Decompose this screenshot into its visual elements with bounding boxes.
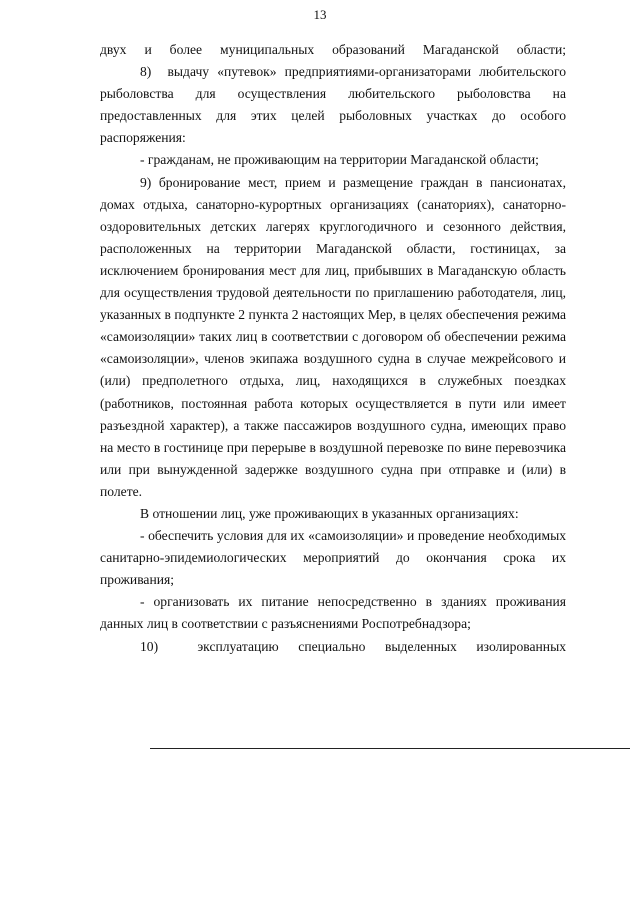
paragraph-residents-meals: - организовать их питание непосредственно в зданиях проживания данных лиц в соответствии с разъяснениями Роспотребнадзора; (100, 594, 566, 632)
paragraph-item-8: 8) выдачу «путевок» предприятиями-организаторами любительского рыболовства для осуществления любительского рыболовства на предоставленных для этих целей рыболовных участках до особого распоряжения: (100, 64, 566, 146)
paragraph-residents-conditions: - обеспечить условия для их «самоизоляции» и проведение необходимых санитарно-эпидемиологических мероприятий до окончания срока их проживания; (100, 528, 566, 588)
bottom-divider-line (150, 748, 630, 749)
paragraph-item-10: 10) эксплуатацию специально выделенных изолированных (140, 638, 566, 654)
paragraph-continuation: двух и более муниципальных образований Магаданской области; (100, 42, 566, 57)
paragraph-residents-intro: В отношении лиц, уже проживающих в указанных организациях: (140, 505, 519, 521)
body-text (100, 39, 566, 658)
paragraph-item-9: 9) бронирование мест, прием и размещение граждан в пансионатах, домах отдыха, санаторно-курортных организациях (санаториях), санаторно-оздоровительных детских лагерях круглогодичного и сезонного действия, расположенных на территории Магаданской области, гостиницах, за исключением бронирования мест для лиц, прибывших в Магаданскую область для осуществления трудовой деятельности по приглашению работодателя, лиц, указанных в подпункте 2 пункта 2 настоящих Мер, в целях обеспечения режима «самоизоляции» таких лиц в соответствии с договором об обеспечении режима «самоизоляции», членов экипажа воздушного судна в случае межрейсового и (или) предполетного отдыха, лиц, находящихся в служебных поездках (работников, постоянная работа которых осуществляется в пути или имеет разъездной характер), а также пассажиров воздушного судна, имеющих право на место в гостинице при перерыве в воздушной перевозке по вине перевозчика или при вынужденной задержке воздушного судна при отправке и (или) в полете. (100, 174, 566, 499)
page-number: 13 (313, 7, 327, 22)
paragraph-item-8-subitem: - гражданам, не проживающим на территории Магаданской области; (140, 152, 539, 168)
